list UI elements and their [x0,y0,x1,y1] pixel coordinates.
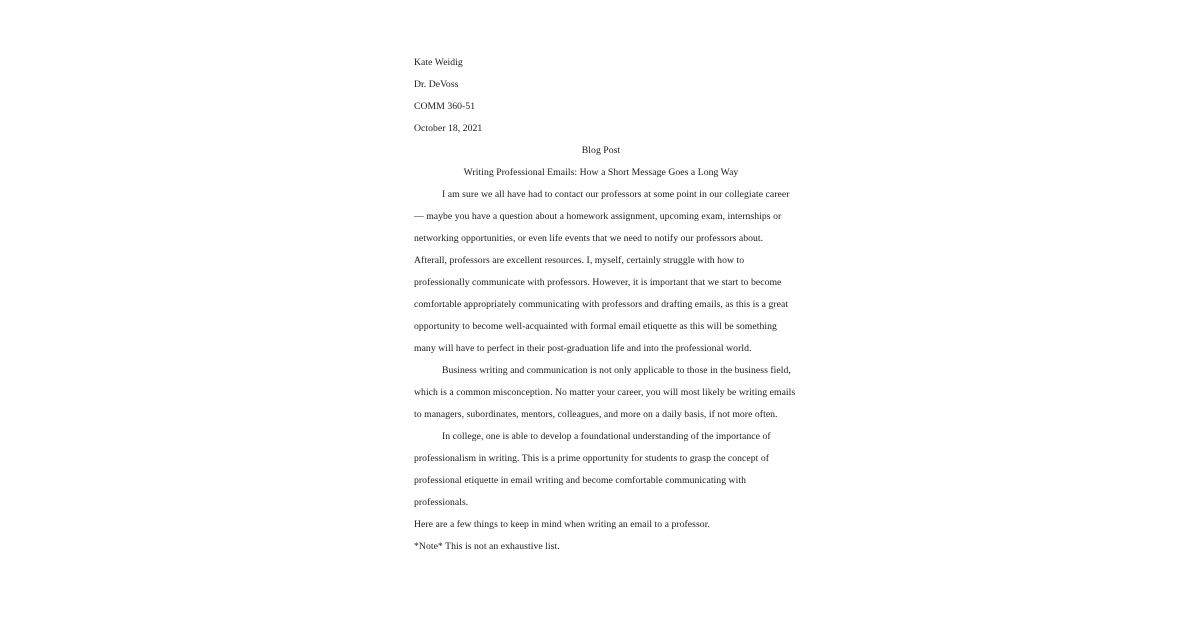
mla-header [414,52,788,140]
document-text-line: professional etiquette in email writing and become comfortable communicating with [414,475,746,486]
document-text-line: comfortable appropriately communicating with professors and drafting emails, as this is a great [414,299,789,310]
document-text-line: In college, one is able to develop a foundational understanding of the importance of [442,431,771,442]
document-text-line: Afterall, professors are excellent resources. I, myself, certainly struggle with how to [414,255,745,266]
document-text-line: which is a common misconception. No matter your career, you will most likely be writing emails [414,387,796,398]
document-text-line: I am sure we all have had to contact our professors at some point in our collegiate career [442,189,790,200]
document-text-line: *Note* This is not an exhaustive list. [414,541,560,552]
document-text-line: — maybe you have a question about a homework assignment, upcoming exam, internships or [414,211,782,222]
mla-header-line: October 18, 2021 [414,123,483,134]
document-text-line: many will have to perfect in their post-graduation life and into the professional world. [414,343,752,354]
document-text-line: networking opportunities, or even life events that we need to notify our professors about. [414,233,764,244]
document-subtitle: Blog Post [581,145,621,156]
document-text-line: to managers, subordinates, mentors, colleagues, and more on a daily basis, if not more often. [414,409,778,420]
document-paragraphs [414,184,796,558]
document-text-line: professionals. [414,497,469,508]
mla-header-line: Dr. DeVoss [414,79,459,90]
mla-header-line: Kate Weidig [414,57,463,68]
document-text-line: opportunity to become well-acquainted with formal email etiquette as this will be something [414,321,777,332]
mla-header-line: COMM 360-51 [414,101,476,112]
document-text-line: Here are a few things to keep in mind when writing an email to a professor. [414,519,710,530]
document-title: Writing Professional Emails: How a Short Message Goes a Long Way [463,167,739,178]
document-body [414,52,796,558]
document-text-line: professionally communicate with professors. However, it is important that we start to become [414,277,782,288]
document-text-line: professionalism in writing. This is a prime opportunity for students to grasp the concept of [414,453,769,464]
document-text-line: Business writing and communication is not only applicable to those in the business field, [442,365,791,376]
